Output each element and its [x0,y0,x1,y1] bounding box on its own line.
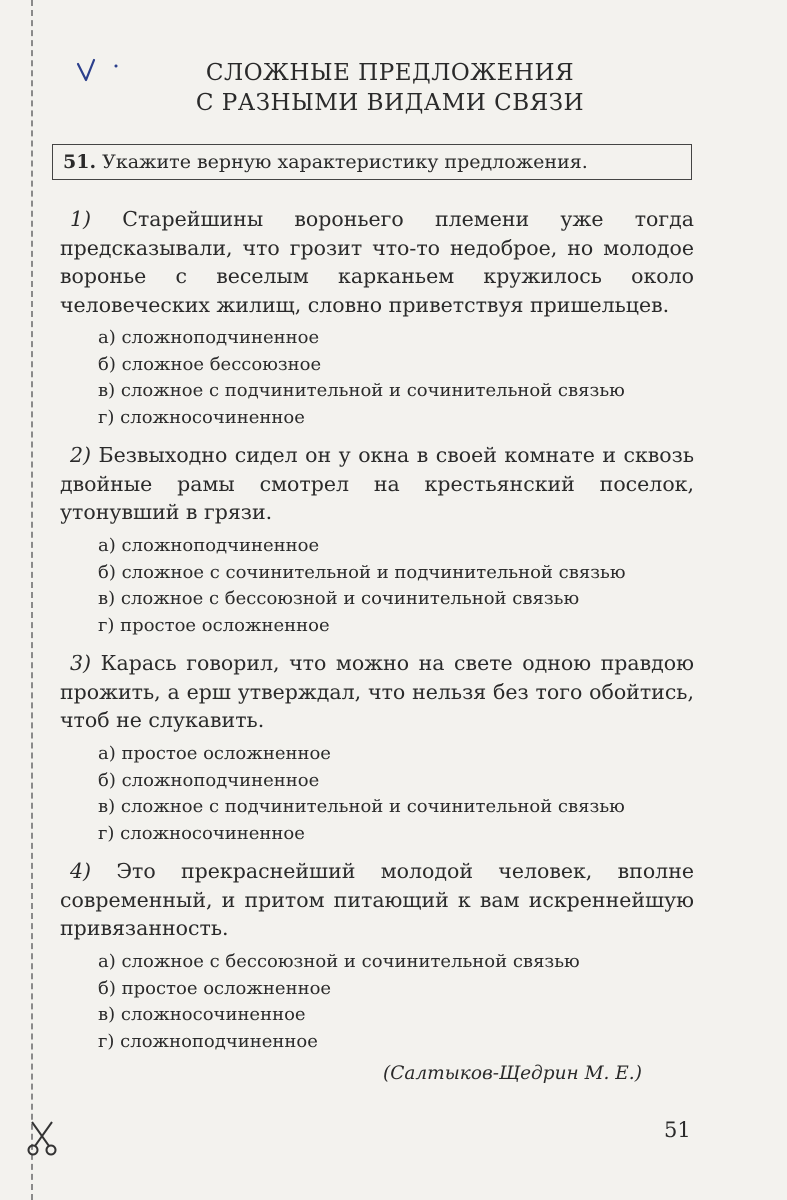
option: в) сложное с подчинительной и сочинительной связью [98,796,625,817]
task-number: 51. [63,151,97,173]
title-line-1: СЛОЖНЫЕ ПРЕДЛОЖЕНИЯ [205,60,575,86]
option: б) сложное с сочинительной и подчинительной связью [98,561,626,583]
option: б) простое осложненное [98,977,332,999]
question-text: Это прекраснейший молодой человек, вполне современный, и притом питающий к вам искреннейшую привязанность. [60,859,694,940]
option: г) сложносочиненное [98,822,305,844]
question-text: Безвыходно сидел он у окна в своей комнате и сквозь двойные рамы смотрел на крестьянский поселок, утонувший в грязи. [60,443,694,524]
question-text: Старейшины вороньего племени уже тогда предсказывали, что грозит что-то недоброе, но молодое воронье с веселым карканьем кружилось около человеческих жилищ, словно приветствуя пришельцев. [60,207,694,317]
options-list-2 [98,533,718,639]
option: в) сложносочиненное [98,1004,306,1025]
option: а) простое осложненное [98,743,331,764]
question-1 [60,205,694,319]
options-list-1 [98,325,718,431]
question-2 [60,441,694,527]
page-number: 51 [664,1118,691,1142]
option: г) сложносочиненное [98,406,305,428]
option: а) сложноподчиненное [98,535,320,556]
question-text: Карась говорил, что можно на свете одною правдою прожить, а ерш утверждал, что нельзя без того обойтись, чтоб не слукавить. [60,651,694,732]
option: б) сложное бессоюзное [98,353,322,375]
question-3 [60,649,694,735]
page-title [120,58,660,118]
question-number: 2) [70,443,92,467]
question-number: 1) [70,207,92,231]
option: г) сложноподчиненное [98,1030,318,1052]
title-line-2: С РАЗНЫМИ ВИДАМИ СВЯЗИ [195,90,585,116]
question-4 [60,857,694,943]
option: в) сложное с подчинительной и сочинительной связью [98,380,625,401]
option: а) сложное с бессоюзной и сочинительной связью [98,951,580,972]
author-attribution: (Салтыков-Щедрин М. Е.) [383,1063,642,1084]
options-list-4 [98,949,718,1055]
question-number: 4) [70,859,92,883]
cut-line [31,0,33,1200]
question-number: 3) [70,651,92,675]
option: б) сложноподчиненное [98,769,320,791]
option: а) сложноподчиненное [98,327,320,348]
task-text: Укажите верную характеристику предложения. [102,151,588,173]
options-list-3 [98,741,718,847]
option: г) простое осложненное [98,614,330,636]
option: в) сложное с бессоюзной и сочинительной связью [98,588,580,609]
scissors-icon [22,1118,62,1158]
task-box [52,144,692,180]
